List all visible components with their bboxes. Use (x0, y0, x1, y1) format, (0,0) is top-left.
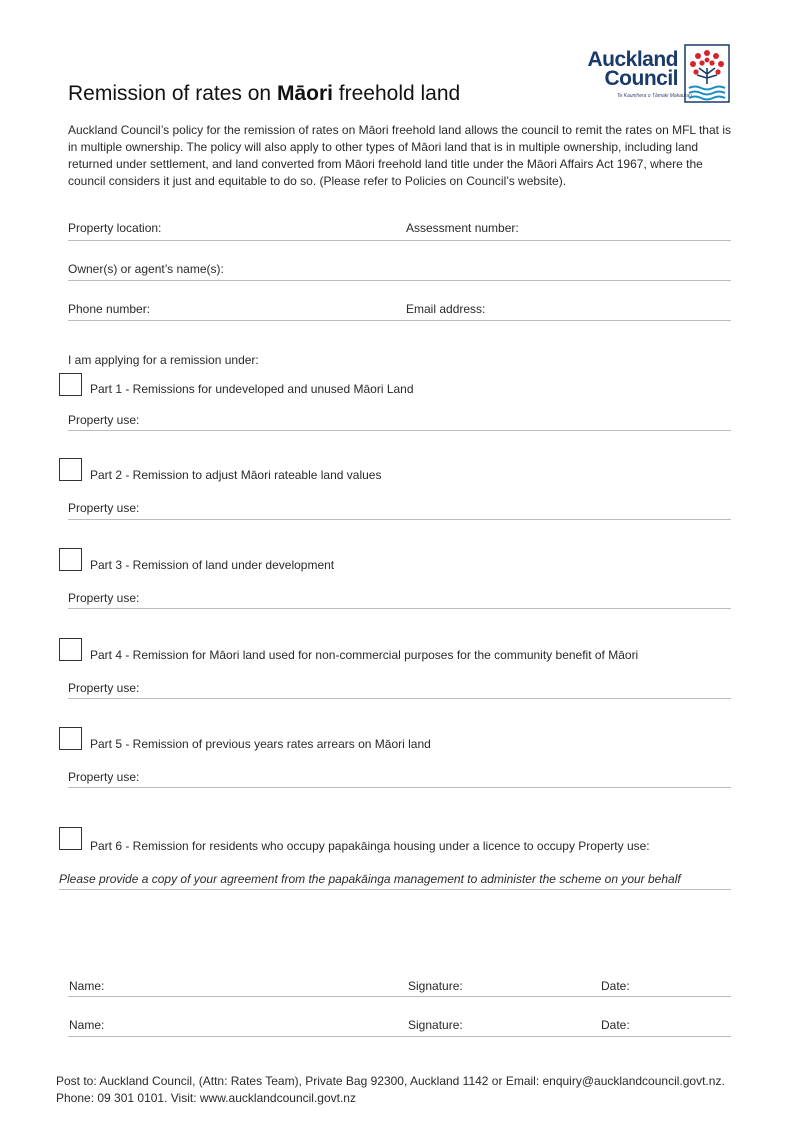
part-4-label: Part 4 - Remission for Māori land used for non-commercial purposes for the community benefit of Māori (90, 648, 639, 662)
date-label-2: Date: (601, 1018, 630, 1032)
part-1-property-use-field[interactable] (68, 430, 731, 431)
name-label-1: Name: (69, 979, 105, 993)
property-location-label: Property location: (68, 221, 162, 235)
part-5-label: Part 5 - Remission of previous years rates arrears on Māori land (90, 737, 431, 751)
auckland-council-logo (584, 44, 730, 104)
signature-label-1: Signature: (408, 979, 463, 993)
property-location-field[interactable] (68, 240, 731, 241)
part-2-label: Part 2 - Remission to adjust Māori rateable land values (90, 468, 382, 482)
part-4-checkbox[interactable] (59, 638, 82, 661)
signature-row-1-field[interactable] (68, 996, 731, 997)
page-title (68, 82, 460, 106)
part-5-property-use-field[interactable] (68, 787, 731, 788)
email-address-label: Email address: (406, 302, 486, 316)
part-3-label: Part 3 - Remission of land under development (90, 558, 335, 572)
title-prefix: Remission of rates on (68, 82, 277, 105)
part-5-property-use-label: Property use: (68, 770, 140, 784)
part-2-property-use-label: Property use: (68, 501, 140, 515)
title-suffix: freehold land (332, 82, 461, 105)
part-6-label: Part 6 - Remission for residents who occupy papakāinga housing under a licence to occupy Property use: (90, 839, 650, 853)
part-3-property-use-field[interactable] (68, 608, 731, 609)
part-5-checkbox[interactable] (59, 727, 82, 750)
part-2-checkbox[interactable] (59, 458, 82, 481)
owners-field[interactable] (68, 280, 731, 281)
part-4-property-use-label: Property use: (68, 681, 140, 695)
owners-label: Owner(s) or agent’s name(s): (68, 262, 224, 276)
footer-contact (56, 1073, 725, 1107)
signature-row-2-field[interactable] (68, 1036, 731, 1037)
part-1-checkbox[interactable] (59, 373, 82, 396)
applying-label: I am applying for a remission under: (68, 353, 259, 367)
name-label-2: Name: (69, 1018, 105, 1032)
part-4-property-use-field[interactable] (68, 698, 731, 699)
logo-tagline: Te Kaunihera o Tāmaki Makaurau (616, 93, 692, 99)
signature-label-2: Signature: (408, 1018, 463, 1032)
phone-email-field[interactable] (68, 320, 731, 321)
intro-paragraph: Auckland Council’s policy for the remission of rates on Māori freehold land allows the council to remit the rates on MFL that is in multiple ownership. The policy will also apply to other types of Māori land that is in multiple ownership, including land returned under settlement, and land converted from Māori freehold land title under the Māori Affairs Act 1967, where the council considers it just and equitable to do so. (Please refer to Policies on Council’s website). (68, 123, 731, 188)
part-2-property-use-field[interactable] (68, 519, 731, 520)
footer-line-1: Post to: Auckland Council, (Attn: Rates Team), Private Bag 92300, Auckland 1142 or Email: enquiry@aucklandcouncil.govt.nz. (56, 1074, 725, 1088)
logo-line-2: Council (604, 67, 678, 90)
part-6-note: Please provide a copy of your agreement from the papakāinga management to administer the scheme on your behalf (59, 872, 681, 886)
pohutukawa-emblem-icon (684, 44, 730, 104)
assessment-number-label: Assessment number: (406, 221, 519, 235)
part-3-property-use-label: Property use: (68, 591, 140, 605)
part-6-property-use-field[interactable] (59, 889, 731, 890)
title-bold: Māori (276, 82, 333, 105)
part-3-checkbox[interactable] (59, 548, 82, 571)
date-label-1: Date: (601, 979, 630, 993)
logo-line-1: Auckland (587, 48, 678, 71)
part-1-label: Part 1 - Remissions for undeveloped and unused Māori Land (90, 382, 414, 396)
footer-line-2: Phone: 09 301 0101. Visit: www.aucklandcouncil.govt.nz (56, 1091, 356, 1105)
logo-wordmark (584, 50, 678, 88)
part-6-checkbox[interactable] (59, 827, 82, 850)
part-1-property-use-label: Property use: (68, 413, 140, 427)
phone-number-label: Phone number: (68, 302, 151, 316)
